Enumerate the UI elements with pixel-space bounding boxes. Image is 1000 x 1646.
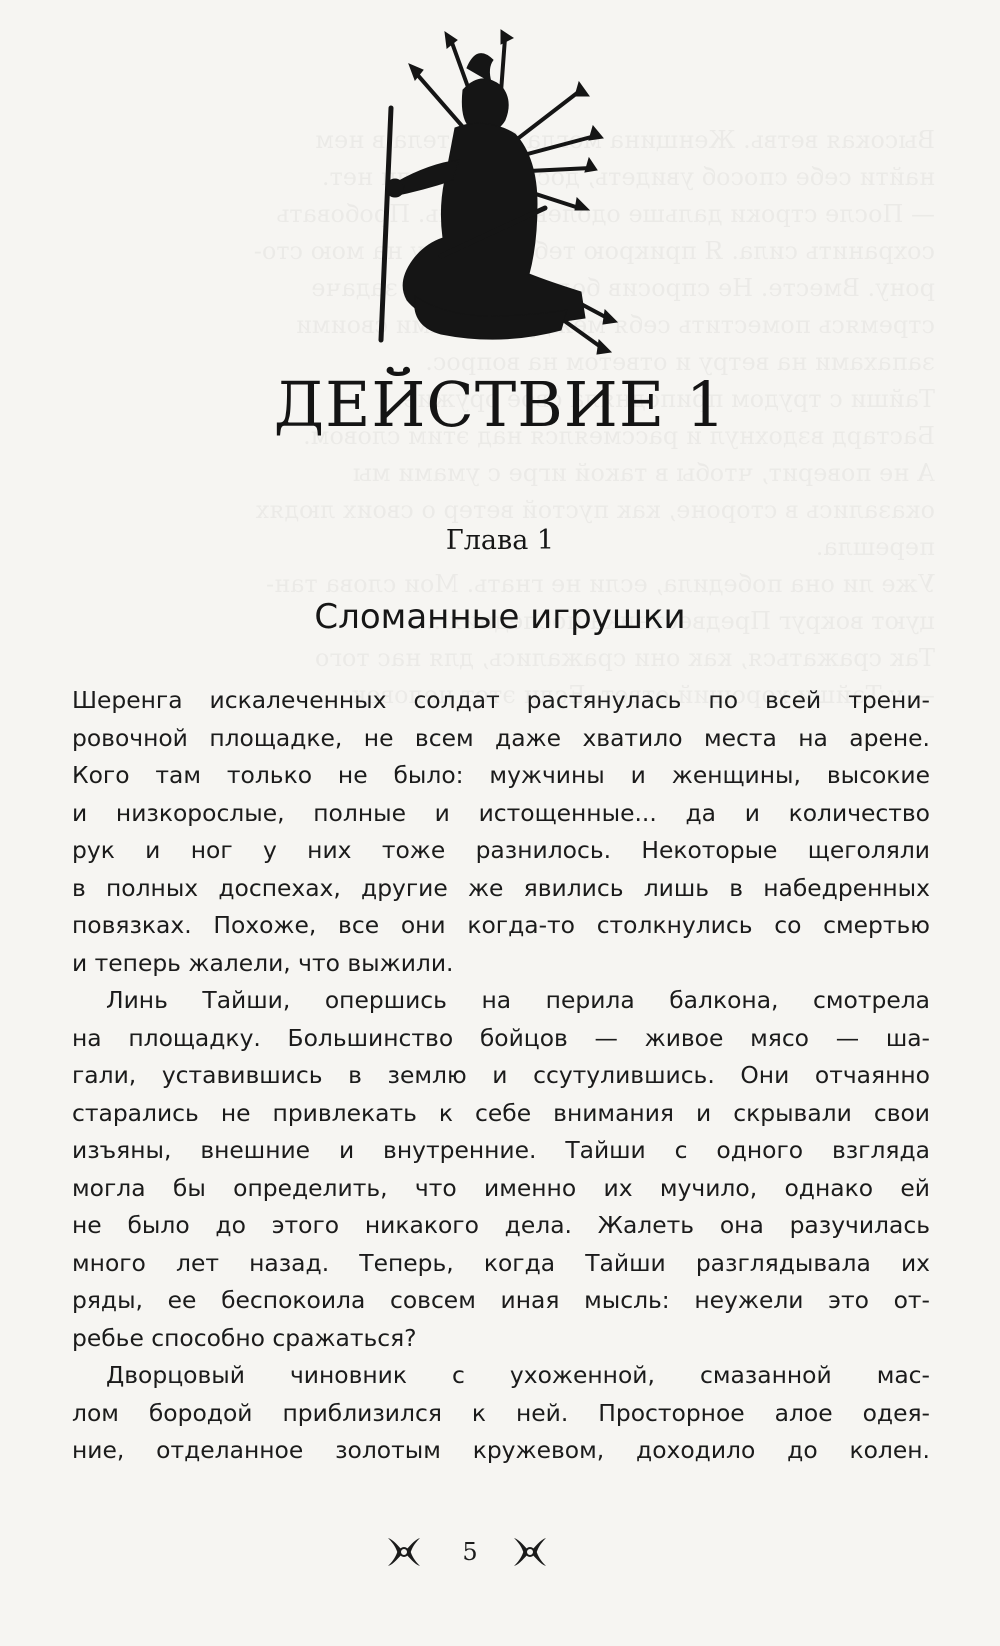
warrior-silhouette-icon — [355, 28, 625, 368]
text-line: могла бы определить, что именно их мучило, однако ей — [72, 1173, 930, 1202]
shuriken-ornament-icon — [384, 1532, 424, 1572]
text-line: Кого там только не было: мужчины и женщины, высокие — [72, 761, 930, 789]
text-line: лом бородой приблизился к ней. Просторное алое одея- — [72, 1398, 930, 1427]
text-line: и низкорослые, полные и истощенные... да и количество — [72, 798, 930, 827]
text-line: в полных доспехах, другие же явились лишь в набедренных — [72, 873, 930, 902]
text-line: Линь Тайши, опершись на перила балкона, смотрела — [106, 986, 930, 1014]
text-line: на площадку. Большинство бойцов — живое мясо — ша- — [72, 1023, 930, 1052]
text-line: ребье способно сражаться? — [72, 1323, 417, 1352]
part-title: ДЕЙСТВИЕ 1 — [273, 368, 727, 441]
text-line: ровочной площадке, не всем даже хватило места на арене. — [72, 723, 930, 752]
shuriken-ornament-icon — [510, 1532, 550, 1572]
page-number: 5 — [462, 1538, 478, 1566]
text-line: ряды, ее беспокоила совсем иная мысль: неужели это от- — [72, 1286, 930, 1314]
text-line: старались не привлекать к себе внимания и скрывали свои — [72, 1098, 930, 1127]
chapter-title: Сломанные игрушки — [314, 597, 686, 637]
text-line: ние, отделанное золотым кружевом, доходило до колен. — [72, 1436, 930, 1464]
text-line: повязках. Похоже, все они когда-то столкнулись со смертью — [72, 911, 930, 939]
text-line: гали, уставившись в землю и ссутулившись. Они отчаянно — [72, 1061, 930, 1089]
text-line: изъяны, внешние и внутренние. Тайши с одного взгляда — [72, 1136, 930, 1164]
page-footer — [0, 1532, 1000, 1572]
text-line: много лет назад. Теперь, когда Тайши разглядывала их — [72, 1248, 930, 1277]
text-line: Дворцовый чиновник с ухоженной, смазанной мас- — [106, 1361, 930, 1389]
chapter-number: Глава 1 — [445, 525, 555, 556]
text-line: и теперь жалели, что выжили. — [72, 948, 454, 977]
text-line: не было до этого никакого дела. Жалеть она разучилась — [72, 1211, 930, 1239]
text-line: Шеренга искалеченных солдат растянулась по всей трени- — [72, 686, 930, 714]
chapter-body-text — [72, 682, 930, 1470]
text-line: рук и ног у них тоже разнилось. Некоторые щеголяли — [72, 836, 930, 864]
